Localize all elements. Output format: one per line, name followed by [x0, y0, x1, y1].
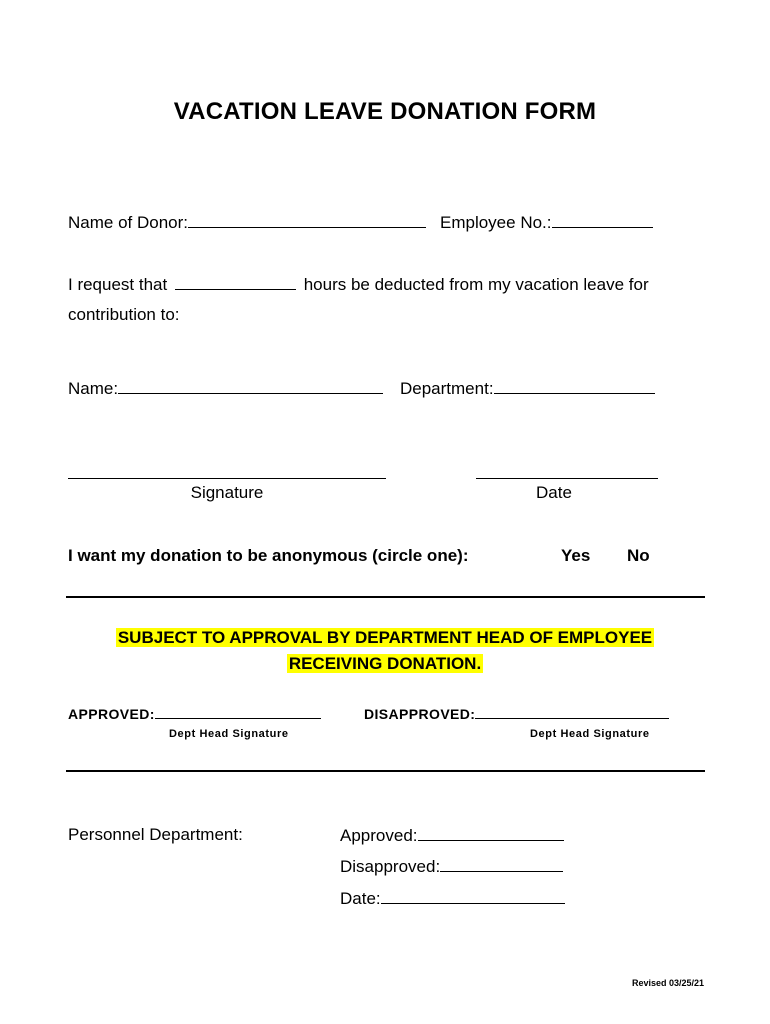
date-line[interactable]	[476, 478, 658, 479]
recipient-name-label: Name:	[68, 379, 119, 398]
personnel-approved-field[interactable]	[418, 825, 564, 841]
section-divider-top	[66, 596, 705, 598]
department-label: Department:	[400, 379, 494, 398]
date-label: Date	[536, 483, 572, 502]
employee-no-label: Employee No.:	[440, 213, 552, 232]
department-row	[400, 378, 655, 399]
anonymous-no-option[interactable]: No	[627, 546, 650, 565]
approval-notice-line2: RECEIVING DONATION.	[288, 654, 482, 673]
request-line2: contribution to:	[68, 305, 180, 324]
hours-field[interactable]	[175, 274, 296, 290]
dept-disapproved-field[interactable]	[475, 706, 669, 719]
donor-name-label: Name of Donor:	[68, 213, 188, 232]
employee-no-row	[440, 212, 653, 233]
recipient-name-row	[68, 378, 383, 399]
dept-disapproved-sig-label: Dept Head Signature	[530, 728, 650, 740]
dept-disapproved-label: DISAPPROVED:	[364, 706, 476, 722]
approval-notice	[0, 625, 770, 677]
personnel-approved-label: Approved:	[340, 826, 418, 845]
request-prefix: I request that	[68, 275, 168, 294]
personnel-date-label: Date:	[340, 889, 381, 908]
dept-approved-sig-label: Dept Head Signature	[169, 728, 289, 740]
personnel-label: Personnel Department:	[68, 825, 243, 844]
dept-approved-field[interactable]	[155, 706, 321, 719]
personnel-disapproved-field[interactable]	[440, 856, 563, 872]
dept-disapproved-row	[364, 706, 669, 722]
recipient-name-field[interactable]	[118, 378, 383, 394]
personnel-disapproved-row	[340, 856, 563, 877]
revision-date: Revised 03/25/21	[632, 978, 705, 988]
personnel-date-field[interactable]	[381, 888, 565, 904]
employee-no-field[interactable]	[552, 212, 653, 228]
personnel-disapproved-label: Disapproved:	[340, 857, 441, 876]
signature-label: Signature	[190, 483, 264, 502]
approval-notice-line1: SUBJECT TO APPROVAL BY DEPARTMENT HEAD OF EMPLOYEE	[117, 628, 653, 647]
request-suffix: hours be deducted from my vacation leave for	[303, 275, 649, 294]
personnel-date-row	[340, 888, 565, 909]
dept-approved-label: APPROVED:	[68, 706, 155, 722]
section-divider-bottom	[66, 770, 705, 772]
donor-row	[68, 212, 426, 233]
dept-approved-row	[68, 706, 321, 722]
anonymous-yes-option[interactable]: Yes	[561, 546, 591, 565]
request-row	[68, 274, 649, 295]
signature-line[interactable]	[68, 478, 386, 479]
form-title: VACATION LEAVE DONATION FORM	[173, 98, 597, 125]
personnel-approved-row	[340, 825, 564, 846]
anonymous-question: I want my donation to be anonymous (circle one):	[68, 546, 469, 565]
department-field[interactable]	[494, 378, 655, 394]
donor-name-field[interactable]	[188, 212, 426, 228]
